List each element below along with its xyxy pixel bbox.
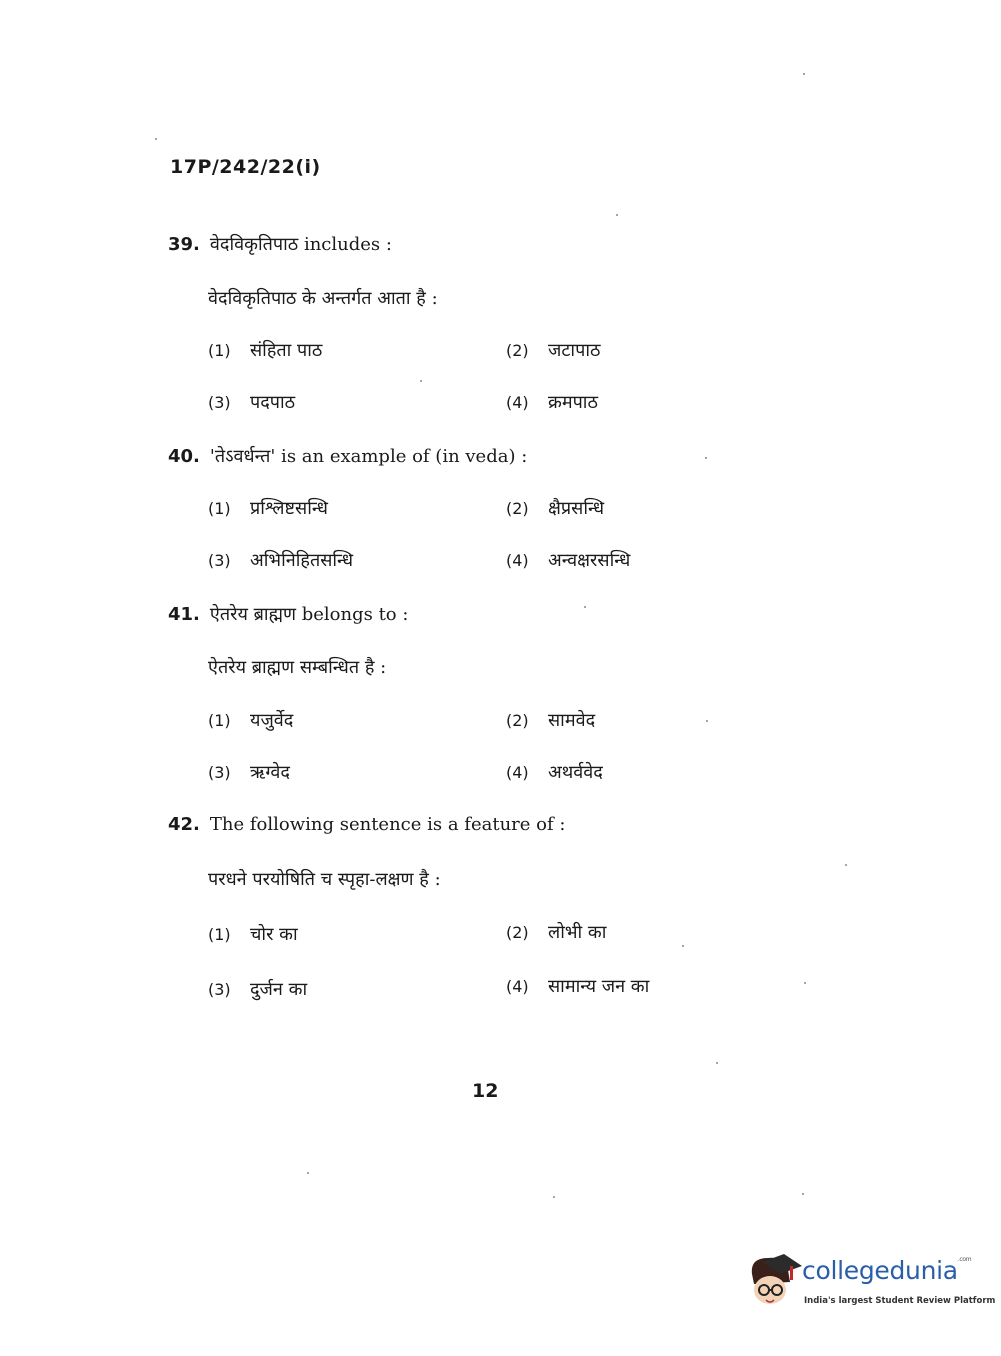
- option-40-2: [506, 496, 604, 520]
- option-text: सामान्य जन का: [548, 976, 650, 997]
- option-number: (1): [208, 499, 231, 518]
- brand-suffix: .com: [957, 1256, 972, 1263]
- option-number: (2): [506, 499, 529, 518]
- scan-speck: [682, 945, 684, 947]
- option-42-2: [506, 920, 606, 944]
- question-42: [168, 814, 565, 835]
- scan-speck: [804, 982, 806, 984]
- collegedunia-mascot-icon: [744, 1252, 802, 1314]
- option-number: (4): [506, 977, 529, 996]
- option-41-4: [506, 760, 603, 784]
- option-number: (2): [506, 711, 529, 730]
- brand-name: [802, 1256, 971, 1285]
- option-text: ऋग्वेद: [250, 762, 290, 783]
- scan-speck: [802, 1193, 804, 1195]
- option-number: (4): [506, 551, 529, 570]
- scan-speck: [155, 138, 157, 140]
- option-text: सामवेद: [548, 710, 596, 731]
- scan-speck: [553, 1196, 555, 1198]
- option-number: (4): [506, 393, 529, 412]
- option-42-1: [208, 922, 298, 946]
- option-text: अन्वक्षरसन्धि: [548, 550, 631, 571]
- option-text: चोर का: [250, 924, 298, 945]
- option-number: (3): [208, 393, 231, 412]
- question-41: [168, 602, 408, 626]
- question-number: 42.: [168, 814, 200, 835]
- option-text: अथर्ववेद: [548, 762, 603, 783]
- option-39-3: [208, 390, 295, 414]
- question-text-hindi: वेदविकृतिपाठ के अन्तर्गत आता है :: [208, 288, 438, 309]
- option-40-4: [506, 548, 630, 572]
- option-39-1: [208, 338, 322, 362]
- option-text: पदपाठ: [250, 392, 296, 413]
- scan-speck: [616, 214, 618, 216]
- option-40-1: [208, 496, 328, 520]
- option-text: क्षैप्रसन्धि: [548, 498, 605, 519]
- scan-speck: [803, 73, 805, 75]
- option-number: (3): [208, 551, 231, 570]
- option-text: यजुर्वेद: [250, 710, 294, 731]
- option-number: (2): [506, 341, 529, 360]
- option-42-3: [208, 977, 307, 1001]
- option-41-1: [208, 708, 293, 732]
- scan-speck: [706, 720, 708, 722]
- option-text: क्रमपाठ: [548, 392, 598, 413]
- option-39-2: [506, 338, 600, 362]
- paper-code: 17P/242/22(i): [170, 156, 321, 178]
- option-text: जटापाठ: [548, 340, 601, 361]
- brand-tagline: India's largest Student Review Platform: [804, 1296, 996, 1306]
- question-39: [168, 232, 392, 256]
- question-number: 41.: [168, 604, 200, 625]
- option-number: (3): [208, 980, 231, 999]
- scan-speck: [845, 864, 847, 866]
- question-text-hindi: परधने परयोषिति च स्पृहा-लक्षण है :: [208, 869, 441, 890]
- scan-speck: [307, 1172, 309, 1174]
- question-text-hindi: ऐतरेय ब्राह्मण सम्बन्धित है :: [208, 657, 387, 678]
- option-41-3: [208, 760, 290, 784]
- question-number: 39.: [168, 234, 200, 255]
- question-40: [168, 444, 527, 468]
- option-number: (2): [506, 923, 529, 942]
- question-number: 40.: [168, 446, 200, 467]
- option-text: प्रश्लिष्टसन्धि: [250, 498, 328, 519]
- option-number: (3): [208, 763, 231, 782]
- option-text: अभिनिहितसन्धि: [250, 550, 354, 571]
- collegedunia-watermark: [744, 1250, 996, 1316]
- option-text: लोभी का: [548, 922, 607, 943]
- option-41-2: [506, 708, 595, 732]
- page-number: 12: [472, 1080, 499, 1102]
- brand-text: collegedunia: [802, 1256, 958, 1285]
- option-text: दुर्जन का: [250, 979, 308, 1000]
- option-42-4: [506, 974, 649, 998]
- option-number: (1): [208, 341, 231, 360]
- option-number: (1): [208, 711, 231, 730]
- option-40-3: [208, 548, 353, 572]
- scan-speck: [584, 606, 586, 608]
- option-text: संहिता पाठ: [250, 340, 323, 361]
- option-39-4: [506, 390, 598, 414]
- question-text-english: वेदविकृतिपाठ includes :: [209, 234, 392, 255]
- option-number: (1): [208, 925, 231, 944]
- question-text-english: The following sentence is a feature of :: [209, 814, 566, 835]
- scan-speck: [716, 1062, 718, 1064]
- question-text-english: 'तेऽवर्धन्त' is an example of (in veda) :: [209, 446, 528, 467]
- scan-speck: [420, 380, 422, 382]
- question-text-english: ऐतरेय ब्राह्मण belongs to :: [209, 604, 409, 625]
- option-number: (4): [506, 763, 529, 782]
- scan-speck: [705, 457, 707, 459]
